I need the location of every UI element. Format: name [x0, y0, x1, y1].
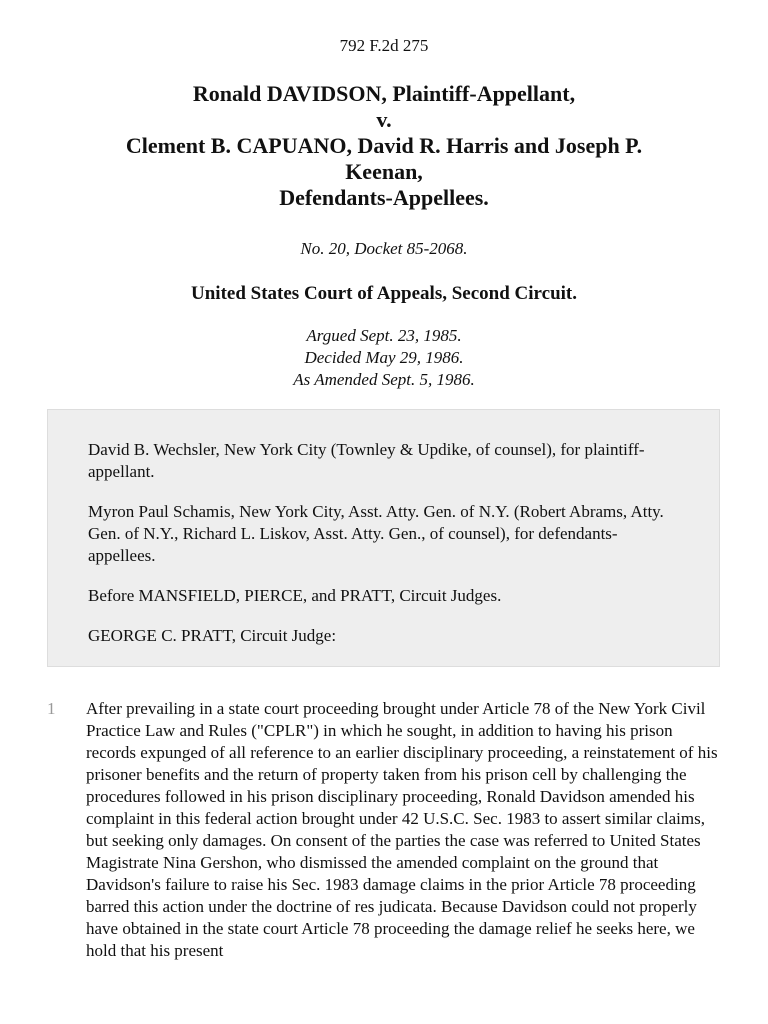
counsel-box — [47, 409, 720, 667]
docket-number: No. 20, Docket 85-2068. — [300, 239, 468, 258]
opinion-paragraph: After prevailing in a state court proceeding brought under Article 78 of the New York Civil Practice Law and Rules ("CPLR") in which he sought, in addition to having his prison records expunged of all reference to an earlier disciplinary proceeding, a reinstatement of his prisoner benefits and the return of property taken from his prison cell by challenging the procedures followed in his prison disciplinary proceeding, Ronald Davidson amended his complaint in this federal action brought under 42 U.S.C. Sec. 1983 to assert similar claims, but seeking only damages. On consent of the parties the case was referred to United States Magistrate Nina Gershon, who dismissed the amended complaint on the ground that Davidson's failure to raise his Sec. 1983 damage claims in the prior Article 78 proceeding barred this action under the doctrine of res judicata. Because Davidson could not properly have obtained in the state court Article 78 proceeding the damage relief he seeks here, we hold that his present — [86, 699, 718, 960]
title-line-defendants-cont: Keenan, — [345, 159, 423, 184]
case-citation: 792 F.2d 275 — [339, 36, 429, 55]
paragraph-number: 1 — [47, 699, 56, 718]
panel-judges: Before MANSFIELD, PIERCE, and PRATT, Circuit Judges. — [88, 586, 502, 605]
date-amended: As Amended Sept. 5, 1986. — [293, 370, 475, 389]
title-line-role: Defendants-Appellees. — [279, 185, 489, 210]
date-argued: Argued Sept. 23, 1985. — [306, 326, 462, 345]
case-title — [0, 81, 768, 211]
title-line-versus: v. — [376, 107, 392, 132]
authoring-judge: GEORGE C. PRATT, Circuit Judge: — [88, 626, 337, 645]
title-line-defendants: Clement B. CAPUANO, David R. Harris and Joseph P. — [125, 133, 643, 158]
counsel-plaintiff: David B. Wechsler, New York City (Townley & Updike, of counsel), for plaintiff-appellant. — [88, 440, 645, 481]
court-name: United States Court of Appeals, Second Circuit. — [191, 283, 577, 304]
date-decided: Decided May 29, 1986. — [304, 348, 464, 367]
title-line-plaintiff: Ronald DAVIDSON, Plaintiff-Appellant, — [192, 81, 576, 106]
case-dates — [0, 325, 768, 391]
counsel-defendants: Myron Paul Schamis, New York City, Asst. Atty. Gen. of N.Y. (Robert Abrams, Atty. Gen. of N.Y., Richard L. Liskov, Asst. Atty. Gen., of counsel), for defendants-appellees. — [88, 502, 664, 565]
